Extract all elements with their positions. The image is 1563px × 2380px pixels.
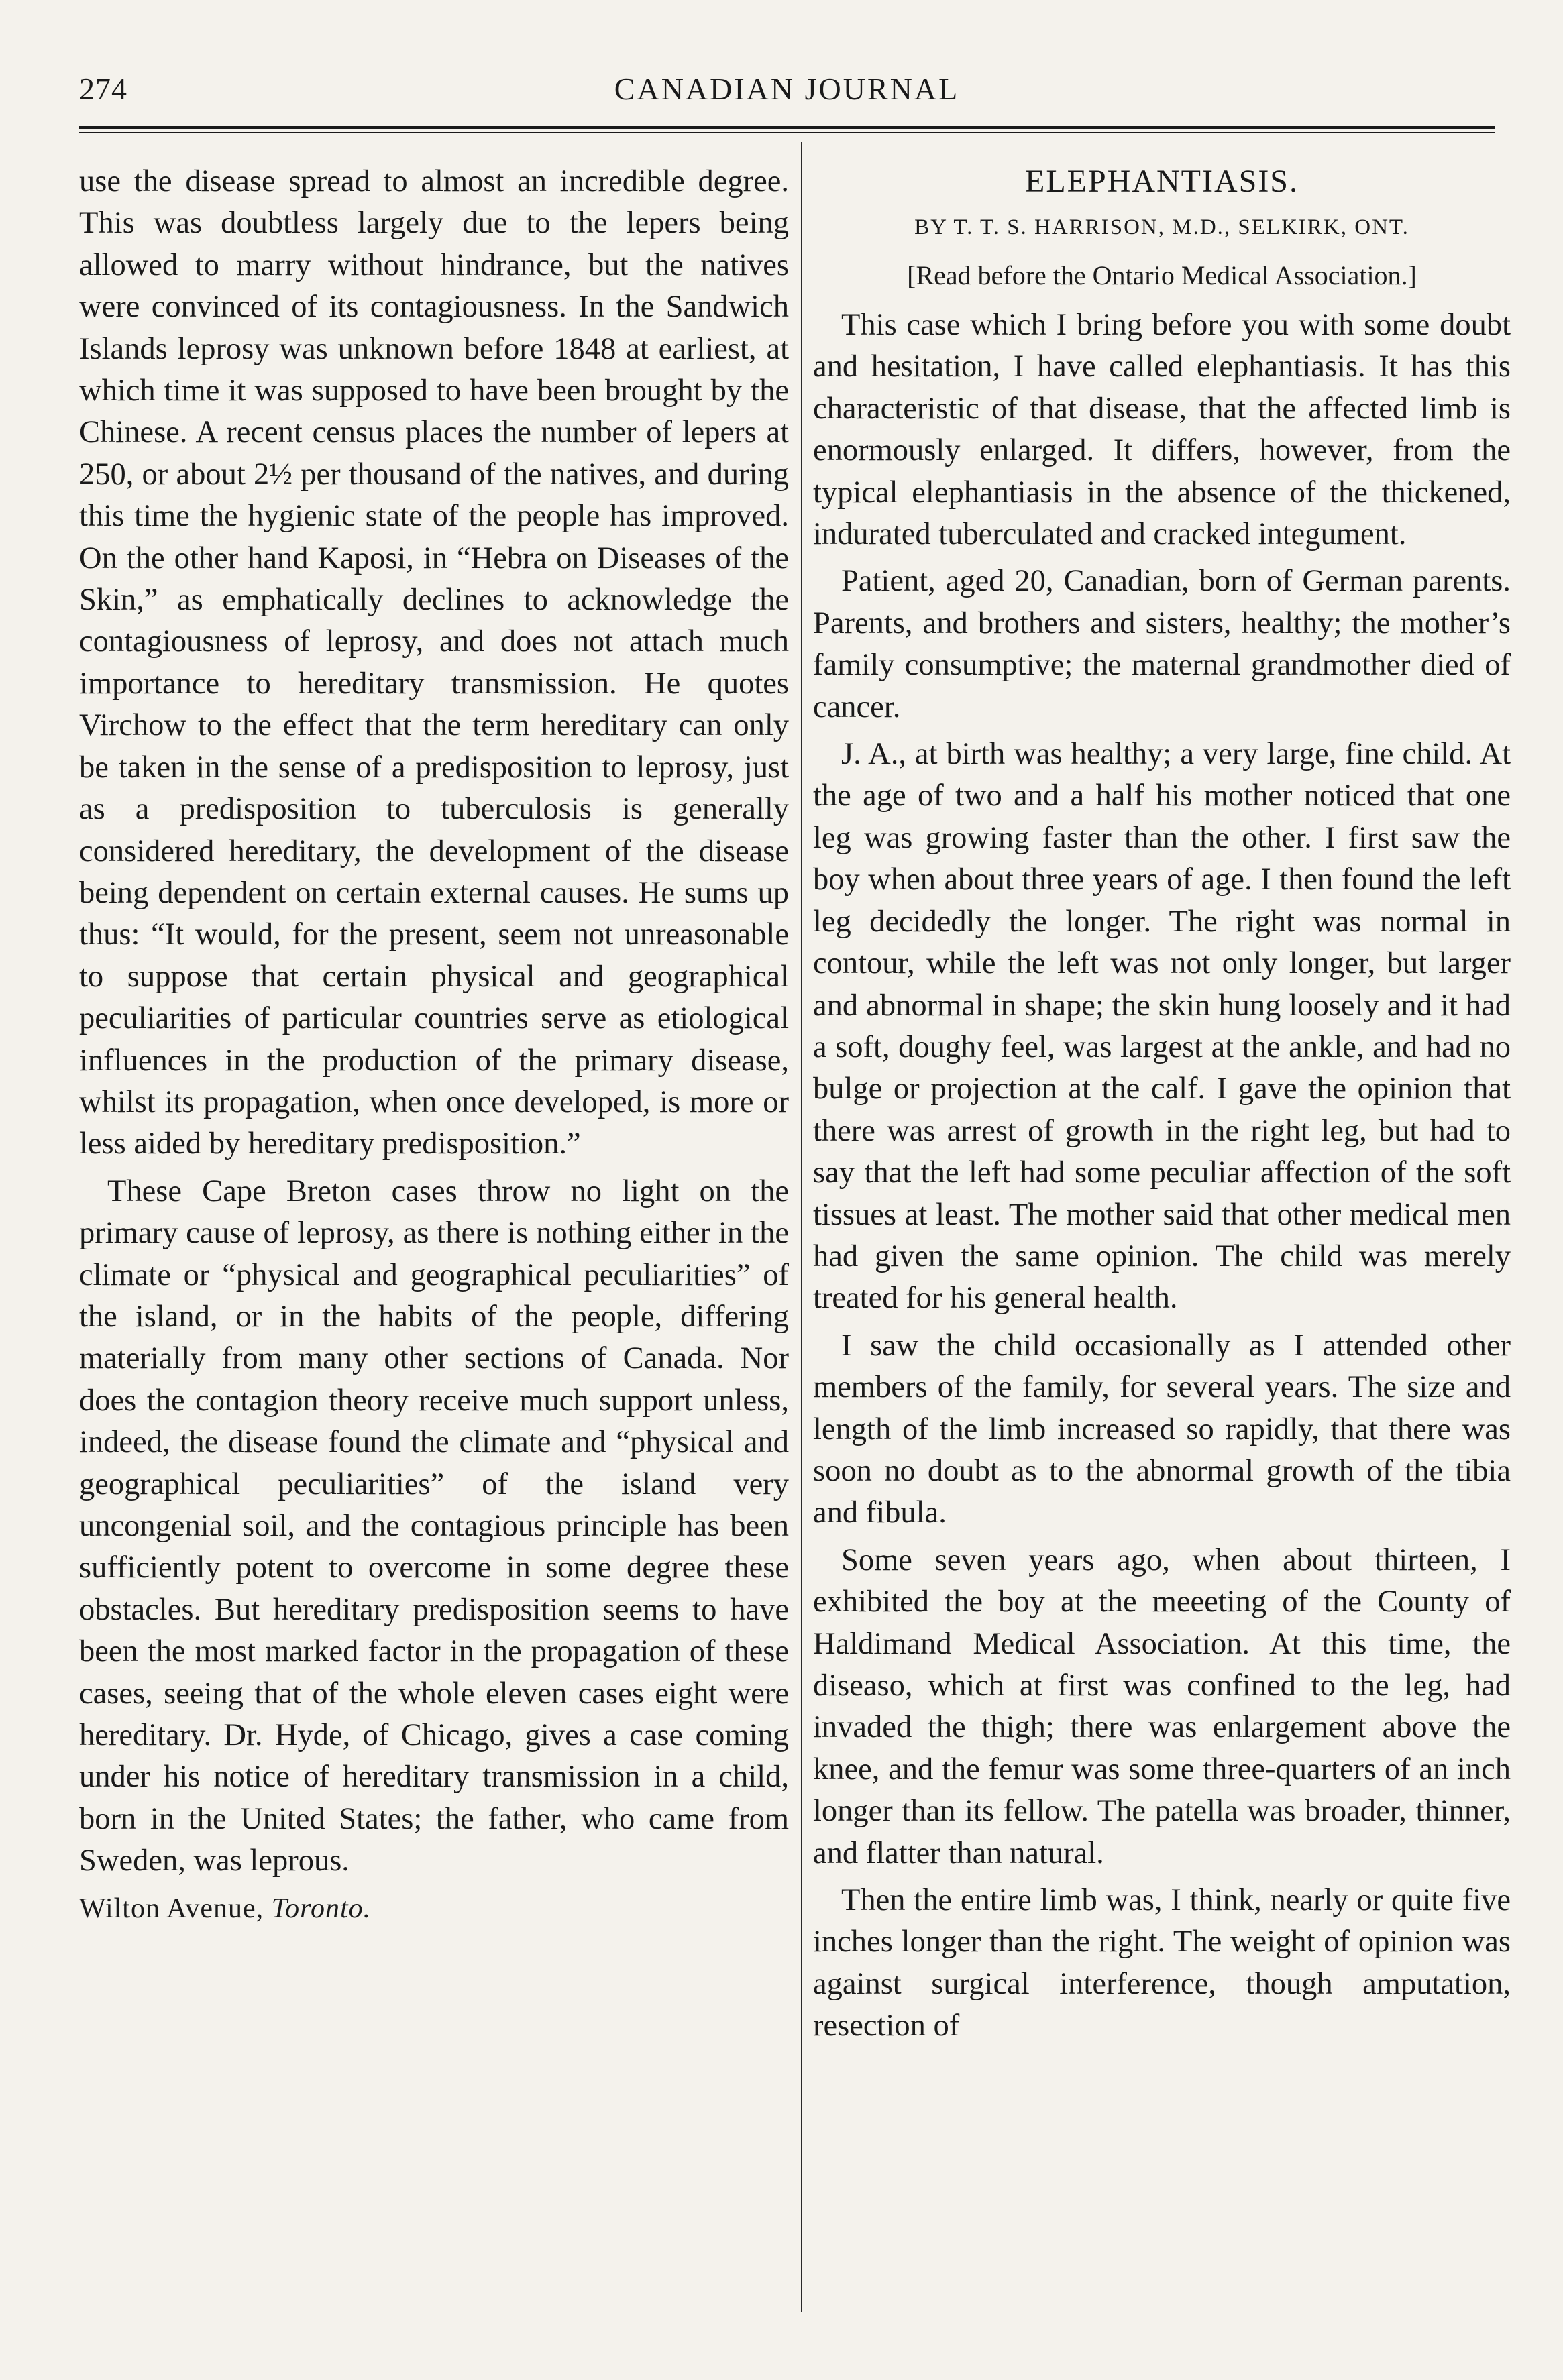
- left-column: [79, 161, 789, 1935]
- running-title: CANADIAN JOURNAL: [614, 72, 960, 106]
- page-number: 274: [79, 72, 127, 106]
- article-byline: BY T. T. S. HARRISON, M.D., SELKIRK, ONT.: [914, 215, 1409, 239]
- right-column: [813, 161, 1511, 2053]
- paragraph: This case which I bring before you with some doubt and hesitation, I have called elephantiasis. It has this characteristic of that disease, that the affected limb is enormously enlarged. It differs, however, from the typical elephantiasis in the absence of the thickened, indurated tuberculated and cracked integument.: [813, 308, 1511, 552]
- paragraph: I saw the child occasionally as I attended other members of the family, for several years. The size and length of the limb increased so rapidly, that there was soon no doubt as to the abnormal growth of the tibia and fibula.: [813, 1328, 1511, 1530]
- article-title: ELEPHANTIASIS.: [1025, 164, 1299, 199]
- paragraph: Some seven years ago, when about thirteen, I exhibited the boy at the meeeting of the County of Haldimand Medical Association. At this time, the diseaso, which at first was confined to the leg, had invaded the thigh; there was enlargement above the knee, and the femur was some three-quarters of an inch longer than its fellow. The patella was broader, thinner, and flatter than natural.: [813, 1542, 1511, 1870]
- header-rule-thin: [79, 132, 1495, 133]
- signature-place: Wilton Avenue,: [79, 1892, 264, 1924]
- signature-city: Toronto.: [271, 1892, 372, 1924]
- header-rule-thick: [79, 126, 1495, 129]
- paragraph: Then the entire limb was, I think, nearly or quite five inches longer than the right. The weight of opinion was against surgical interference, though amputation, resection of: [813, 1883, 1511, 2043]
- paragraph: use the disease spread to almost an incredible degree. This was doubtless largely due to the lepers being allowed to marry without hindrance, but the natives were convinced of its contagiousness. In the Sandwich Islands leprosy was unknown before 1848 at earliest, at which time it was supposed to have been brought by the Chinese. A recent census places the number of lepers at 250, or about 2½ per thousand of the natives, and during this time the hygienic state of the people has improved. On the other hand Kaposi, in “Hebra on Diseases of the Skin,” as emphatically declines to acknowledge the contagiousness of leprosy, and does not attach much importance to hereditary transmission. He quotes Virchow to the effect that the term hereditary can only be taken in the sense of a predisposition to leprosy, just as a predisposition to tuberculosis is generally considered hereditary, the development of the disease being dependent on certain external causes. He sums up thus: “It would, for the present, seem not unreasonable to suppose that certain physical and geographical peculiarities of particular countries serve as etiological influences in the production of the primary disease, whilst its propagation, when once developed, is more or less aided by hereditary predisposition.”: [79, 164, 789, 1161]
- paragraph: Patient, aged 20, Canadian, born of German parents. Parents, and brothers and sisters, healthy; the mother’s family consumptive; the maternal grandmother died of cancer.: [813, 564, 1511, 724]
- article-note: [Read before the Ontario Medical Association.]: [907, 260, 1417, 290]
- page-header: [79, 62, 1495, 115]
- paragraph: J. A., at birth was healthy; a very large, fine child. At the age of two and a half his mother noticed that one leg was growing faster than the other. I first saw the boy when about three years of age. I then found the left leg decidedly the longer. The right was normal in contour, while the left was not only longer, but larger and abnormal in shape; the skin hung loosely and it had a soft, doughy feel, was largest at the ankle, and had no bulge or projection at the calf. I gave the opinion that there was arrest of growth in the right leg, but had to say that the left had some peculiar affection of the soft tissues at least. The mother said that other medical men had given the same opinion. The child was merely treated for his general health.: [813, 737, 1511, 1316]
- paragraph: These Cape Breton cases throw no light on the primary cause of leprosy, as there is nothing either in the climate or “physical and geographical peculiarities” of the island, or in the habits of the people, differing materially from many other sections of Canada. Nor does the contagion theory receive much support unless, indeed, the disease found the climate and “physical and geographical peculiarities” of the island very uncongenial soil, and the contagious principle has been sufficiently potent to overcome in some degree these obstacles. But hereditary predisposition seems to have been the most marked factor in the propagation of these cases, seeing that of the whole eleven cases eight were hereditary. Dr. Hyde, of Chicago, gives a case coming under his notice of hereditary transmission in a child, born in the United States; the father, who came from Sweden, was leprous.: [79, 1174, 789, 1878]
- signature: [79, 1888, 789, 1929]
- column-divider: [801, 142, 802, 2312]
